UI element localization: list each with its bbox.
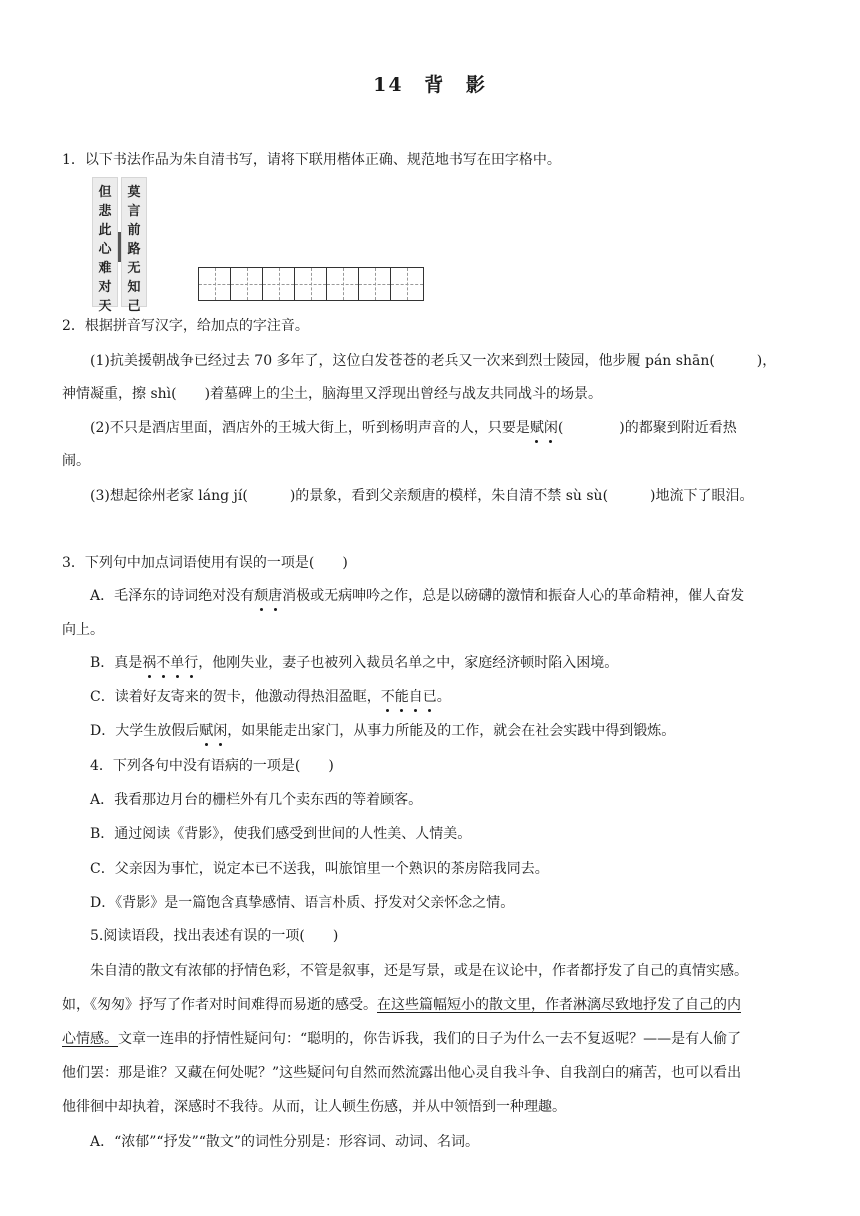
dotted-word: 不能自已 (380, 689, 437, 705)
grid-cell[interactable] (231, 268, 263, 300)
calligraphy-char: 悲 (98, 204, 112, 219)
title-char-1: 背 (424, 74, 446, 96)
q2-item1-line2: 神情凝重，擦 shì( )着墓碑上的尘土，脑海里又浮现出曾经与战友共同战斗的场景。 (62, 386, 603, 402)
q5-option-a: A．“浓郁”“抒发”“散文”的词性分别是：形容词、动词、名词。 (90, 1134, 480, 1150)
dotted-word: 祸不单行 (142, 655, 199, 671)
right-scroll-text (122, 184, 146, 315)
q5-passage-line1: 朱自清的散文有浓郁的抒情色彩，不管是叙事，还是写景，或是在议论中，作者都抒发了自己的真情实感。 (90, 963, 748, 979)
calligraphy-char: 莫 (127, 185, 141, 200)
grid-cell[interactable] (391, 268, 423, 300)
grid-cell[interactable] (359, 268, 391, 300)
calligraphy-right-scroll (121, 177, 147, 314)
dotted-word: 赋闲 (199, 723, 228, 739)
left-scroll-text (93, 184, 117, 315)
calligraphy-char: 对 (98, 280, 112, 295)
q5-stem: 5.阅读语段，找出表述有误的一项( ) (90, 928, 339, 944)
q4-option-b: B．通过阅读《背影》，使我们感受到世间的人性美、人情美。 (90, 826, 472, 842)
q3-option-a: A．毛泽东的诗词绝对没有颓唐消极或无病呻吟之作，总是以磅礴的激情和振奋人心的革命精神，催人奋发 (90, 588, 745, 604)
page-title (0, 70, 860, 97)
q5-passage-line3: 心情感。文章一连串的抒情性疑问句：“聪明的，你告诉我，我们的日子为什么一去不复返呢？——是有人偷了 (62, 1031, 742, 1047)
grid-cell[interactable] (263, 268, 295, 300)
calligraphy-char: 难 (98, 261, 112, 276)
q1-stem: 1．以下书法作品为朱自清书写，请将下联用楷体正确、规范地书写在田字格中。 (62, 152, 561, 168)
q3-option-d: D．大学生放假后赋闲，如果能走出家门，从事力所能及的工作，就会在社会实践中得到锻炼。 (90, 723, 676, 739)
dotted-word: 赋闲 (529, 420, 558, 436)
q4-option-c: C．父亲因为事忙，说定本已不送我，叫旅馆里一个熟识的茶房陪我同去。 (90, 861, 549, 877)
calligraphy-char: 己 (127, 299, 141, 314)
dotted-word: 颓唐 (254, 588, 283, 604)
q3-option-b: B．真是祸不单行，他刚失业，妻子也被列入裁员名单之中，家庭经济顿时陷入困境。 (90, 655, 619, 671)
calligraphy-left-scroll (92, 177, 118, 314)
q2-stem: 2．根据拼音写汉字，给加点的字注音。 (62, 318, 309, 334)
calligraphy-char: 知 (127, 280, 141, 295)
underlined-sentence-end: 心情感。 (62, 1031, 118, 1047)
q2-item2-line2: 闹。 (62, 453, 90, 469)
title-char-2: 影 (465, 74, 487, 96)
grid-cell[interactable] (295, 268, 327, 300)
q4-option-a: A．我看那边月台的栅栏外有几个卖东西的等着顾客。 (90, 792, 423, 808)
tianzige-grid[interactable] (198, 267, 424, 301)
calligraphy-char: 路 (127, 242, 141, 257)
title-number: 14 (373, 74, 404, 96)
q5-passage-line4: 他们罢：那是谁？又藏在何处呢？”这些疑问句自然而然流露出他心灵自我斗争、自我剖白的痛苦，也可以看出 (62, 1065, 742, 1081)
q3-stem: 3．下列句中加点词语使用有误的一项是( ) (62, 555, 348, 571)
q5-passage-line5: 他徘徊中却执着，深感时不我待。从而，让人顿生伤感，并从中领悟到一种理趣。 (62, 1099, 566, 1115)
calligraphy-char: 心 (98, 242, 112, 257)
calligraphy-char: 言 (127, 204, 141, 219)
q3-option-c: C．读着好友寄来的贺卡，他激动得热泪盈眶，不能自已。 (90, 689, 451, 705)
underlined-sentence: 在这些篇幅短小的散文里，作者淋漓尽致地抒发了自己的内 (377, 997, 741, 1013)
q2-item1-line1: (1)抗美援朝战争已经过去 70 多年了，这位白发苍苍的老兵又一次来到烈士陵园，他步履 pán shān( )， (90, 353, 777, 369)
grid-cell[interactable] (327, 268, 359, 300)
calligraphy-char: 天 (98, 299, 112, 314)
q2-item3: (3)想起徐州老家 láng jí( )的景象，看到父亲颓唐的模样，朱自清不禁 sù sù( )地流下了眼泪。 (90, 488, 754, 504)
calligraphy-char: 但 (98, 185, 112, 200)
q5-passage-line2: 如，《匆匆》抒写了作者对时间难得而易逝的感受。在这些篇幅短小的散文里，作者淋漓尽致地抒发了自己的内 (62, 997, 741, 1013)
calligraphy-char: 此 (98, 223, 112, 238)
q4-stem: 4．下列各句中没有语病的一项是( ) (90, 758, 334, 774)
calligraphy-char: 前 (127, 223, 141, 238)
q2-item2-line1: (2)不只是酒店里面，酒店外的王城大街上，听到杨明声音的人，只要是赋闲( )的都聚到附近看热 (90, 420, 737, 436)
calligraphy-char: 无 (127, 261, 141, 276)
q4-option-d: D．《背影》是一篇饱含真挚感情、语言朴质、抒发对父亲怀念之情。 (90, 895, 515, 911)
q3-option-a-cont: 向上。 (62, 622, 104, 638)
grid-cell[interactable] (199, 268, 231, 300)
